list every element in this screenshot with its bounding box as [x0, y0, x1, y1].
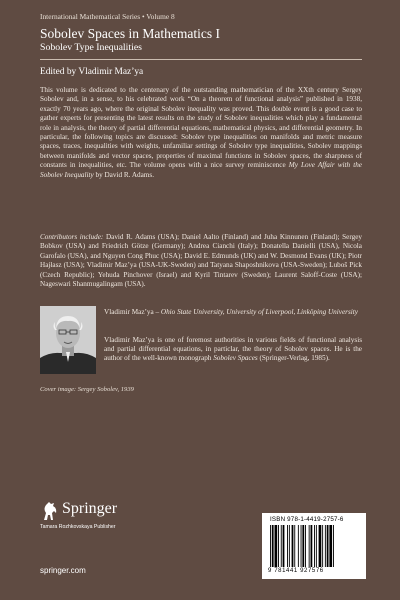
cover-image-credit: Cover image: Sergey Sobolev, 1939	[40, 386, 134, 393]
publisher-name: Springer	[62, 500, 118, 517]
bio-text-end: (Springer-Verlag, 1985).	[257, 354, 330, 363]
isbn-barcode	[262, 513, 366, 579]
author-affiliation	[104, 308, 362, 317]
survey-title: My Love Affair with the Sobolev Inequality	[40, 161, 362, 179]
barcode-number: 9 781441 927576	[268, 568, 324, 574]
bio-book-title: Sobolev Spaces	[213, 354, 258, 363]
description-text: This volume is dedicated to the centenary of the outstanding mathematician of the XXth century Sergey Sobolev and, in a sense, to his celebrated work “On a theorem of functional analysis” published in 1938, exactly 70 years ago, where the original Sobolev inequality was proved. This double event is a good case to gather experts for presenting the latest results on the study of Sobolev inequalities which play a fundamental role in analysis, the theory of partial differential equations, mathematical physics, and differential geometry. In particular, the following topics are discussed: Sobolev type inequalities on manifolds and metric measure spaces, traces, inequalities with weights, unfamiliar settings of Sobolev type inequalities, Sobolev mappings between manifolds and vector spaces, properties of maximal functions in Sobolev spaces, the sharpness of constants in inequalities, etc. The volume opens with a nice survey reminiscence	[40, 86, 362, 170]
description-text-end: by David R. Adams.	[93, 170, 154, 179]
description-paragraph	[40, 86, 362, 180]
book-subtitle: Sobolev Type Inequalities	[40, 42, 142, 53]
author-photo	[40, 306, 96, 374]
contributors-label: Contributors include:	[40, 233, 104, 241]
title-divider	[40, 59, 362, 60]
book-title: Sobolev Spaces in Mathematics I	[40, 26, 220, 41]
affiliation-text: – Ohio State University, University of Liverpool, Linköping University	[153, 308, 358, 316]
isbn-label: ISBN 978-1-4419-2757-6	[270, 516, 344, 523]
series-line: International Mathematical Series • Volume 8	[40, 12, 175, 21]
publisher-url[interactable]: springer.com	[40, 566, 86, 575]
editor-line: Edited by Vladimir Maz’ya	[40, 67, 144, 77]
contributors-list: David R. Adams (USA); Daniel Aalto (Finland) and Juha Kinnunen (Finland); Sergey Bobkov (USA) and Friedrich Götze (Germany); Andrea Cianchi (Italy); Donatella Danielli (USA), Nicola Garofalo (USA), and Nguyen Cong Phuc (USA); David E. Edmunds (UK) and W. Desmond Evans (UK); Piotr Hajłasz (USA); Vladimir Maz’ya (USA-UK-Sweden) and Tatyana Shaposhnikova (USA-Sweden); Luboš Pick (Czech Republic); Yehuda Pinchover (Israel) and Kyril Tintarev (Sweden); Laurent Saloff-Coste (USA); Nageswari Shanmugalingam (USA).	[40, 233, 362, 289]
publisher-logo	[40, 500, 150, 548]
author-block	[40, 306, 362, 386]
contributors-paragraph	[40, 233, 362, 289]
springer-horse-icon	[40, 500, 60, 522]
barcode-bars	[270, 525, 358, 567]
copublisher-name: Tamara Rozhkovskaya Publisher	[40, 524, 116, 530]
bio-text: Vladimir Maz’ya is one of foremost authorities in various fields of functional analysis and partial differential equations, in particlar, the theory of Sobolev spaces. He is the author of the well-known monograph	[104, 336, 362, 363]
author-bio	[104, 336, 362, 364]
author-name: Vladimir Maz’ya	[104, 308, 154, 316]
